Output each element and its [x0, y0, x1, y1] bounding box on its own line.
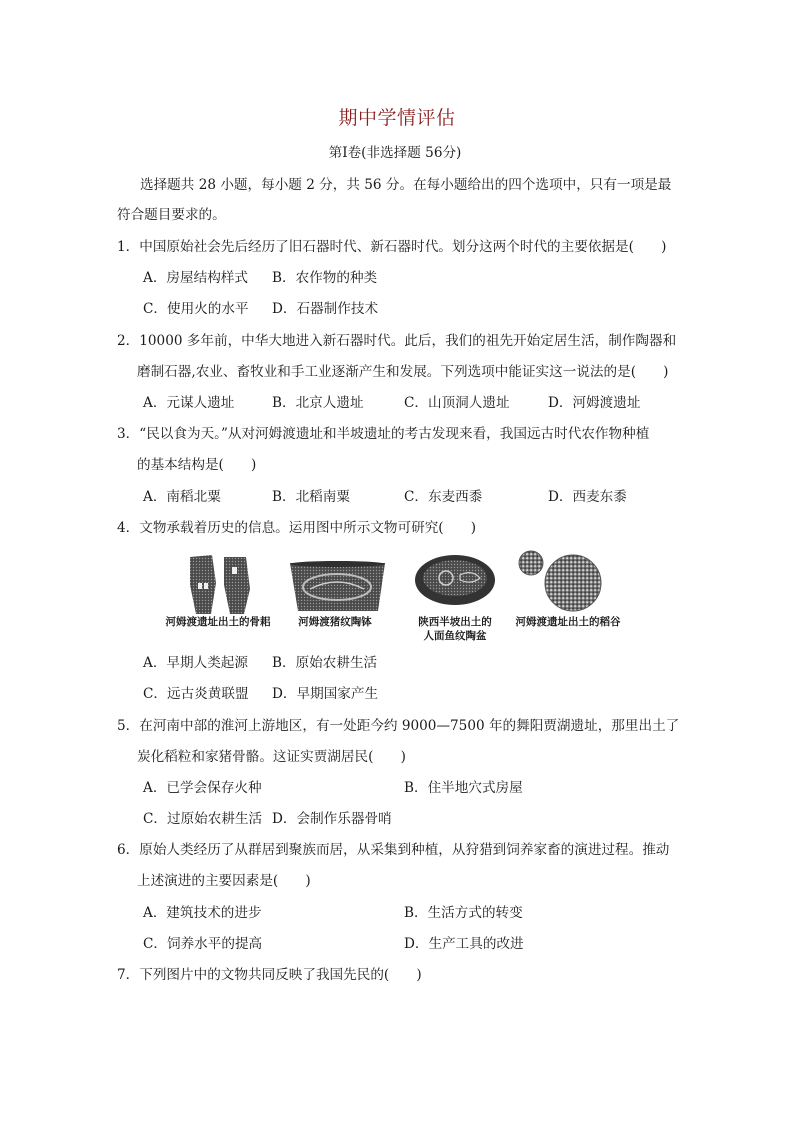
question-4-option-b: B．原始农耕生活 — [272, 655, 378, 671]
question-3-stem-line-1: 3．“民以食为天。”从对河姆渡遗址和半坡遗址的考古发现来看，我国远古时代农作物种植 — [117, 426, 650, 442]
question-6-option-c: C．饲养水平的提高 — [143, 936, 263, 952]
question-1-option-d: D．石器制作技术 — [272, 301, 379, 317]
question-1-stem-line-1: 1．中国原始社会先后经历了旧石器时代、新石器时代。划分这两个时代的主要依据是( ) — [117, 239, 667, 255]
bone-spade-right-hole — [232, 567, 237, 574]
question-3-stem-line-2: 的基本结构是( ) — [137, 457, 257, 473]
question-5-option-d: D．会制作乐器骨哨 — [272, 811, 392, 827]
question-7-stem-line-1: 7．下列图片中的文物共同反映了我国先民的( ) — [117, 967, 422, 983]
rice-grain-large — [545, 555, 601, 611]
question-1-option-a: A．房屋结构样式 — [143, 270, 248, 286]
question-3-option-c: C．东麦西黍 — [404, 489, 483, 505]
figure-caption-basin-line-1: 陕西半坡出土的 — [418, 616, 492, 628]
question-2-option-d: D．河姆渡遗址 — [548, 395, 641, 411]
question-1-option-c: C．使用火的水平 — [143, 301, 249, 317]
section-header: 第Ⅰ卷(非选择题 56分) — [328, 145, 462, 161]
question-3-option-d: D．西麦东黍 — [548, 489, 627, 505]
figure-caption-basin-line-2: 人面鱼纹陶盆 — [423, 630, 487, 642]
question-6-option-b: B．生活方式的转变 — [404, 905, 523, 921]
bone-spade-left — [190, 555, 216, 614]
question-2-stem-line-1: 2．10000 多年前，中华大地进入新石器时代。此后，我们的祖先开始定居生活，制作陶器和 — [117, 333, 677, 349]
question-3-option-b: B．北稻南粟 — [272, 489, 350, 505]
bone-spade-right — [224, 557, 250, 614]
bone-spade-left-hole-1 — [198, 583, 202, 589]
figure-caption-bone-spade: 河姆渡遗址出土的骨耜 — [165, 616, 271, 628]
bone-spade-image — [190, 555, 250, 614]
question-2-option-a: A．元谋人遗址 — [143, 395, 235, 411]
human-face-fish-basin-image — [415, 555, 495, 605]
rice-grain-image — [519, 551, 601, 611]
question-4-option-c: C．远古炎黄联盟 — [143, 686, 249, 702]
question-4-artifact-figure — [150, 545, 630, 617]
basin-inner — [423, 560, 487, 596]
question-4-option-d: D．早期国家产生 — [272, 686, 379, 702]
rice-grain-small — [519, 551, 543, 575]
question-5-option-a: A．已学会保存火种 — [143, 780, 262, 796]
question-2-stem-line-2: 磨制石器,农业、畜牧业和手工业逐渐产生和发展。下列选项中能证实这一说法的是( ) — [137, 364, 669, 380]
question-1-option-b: B．农作物的种类 — [272, 270, 378, 286]
question-6-option-d: D．生产工具的改进 — [404, 936, 524, 952]
instructions-line-2: 符合题目要求的。 — [117, 207, 226, 223]
page-title: 期中学情评估 — [338, 107, 456, 129]
question-5-stem-line-2: 炭化稻粒和家猪骨骼。这证实贾湖居民( ) — [137, 749, 406, 765]
question-4-stem-line-1: 4．文物承载着历史的信息。运用图中所示文物可研究( ) — [117, 520, 477, 536]
question-6-stem-line-2: 上述演进的主要因素是( ) — [137, 873, 311, 889]
figure-caption-rice-grain: 河姆渡遗址出土的稻谷 — [515, 616, 621, 628]
figure-caption-pig-bowl: 河姆渡猪纹陶钵 — [298, 616, 372, 628]
pig-pattern-bowl-image — [290, 561, 385, 611]
question-2-option-b: B．北京人遗址 — [272, 395, 364, 411]
question-3-option-a: A．南稻北粟 — [143, 489, 221, 505]
question-5-option-b: B．住半地穴式房屋 — [404, 780, 523, 796]
bone-spade-left-hole-2 — [204, 583, 208, 589]
question-2-option-c: C．山顶洞人遗址 — [404, 395, 510, 411]
question-5-stem-line-1: 5．在河南中部的淮河上游地区，有一处距今约 9000—7500 年的舞阳贾湖遗址，那里出土了 — [117, 718, 680, 734]
instructions-line-1: 选择题共 28 小题，每小题 2 分，共 56 分。在每小题给出的四个选项中，只有一项是最 — [140, 177, 672, 193]
question-6-option-a: A．建筑技术的进步 — [143, 905, 262, 921]
question-5-option-c: C．过原始农耕生活 — [143, 811, 263, 827]
question-4-option-a: A．早期人类起源 — [143, 655, 248, 671]
question-6-stem-line-1: 6．原始人类经历了从群居到聚族而居，从采集到种植，从狩猎到饲养家畜的演进过程。推动 — [117, 842, 670, 858]
bowl-rim — [290, 561, 385, 567]
